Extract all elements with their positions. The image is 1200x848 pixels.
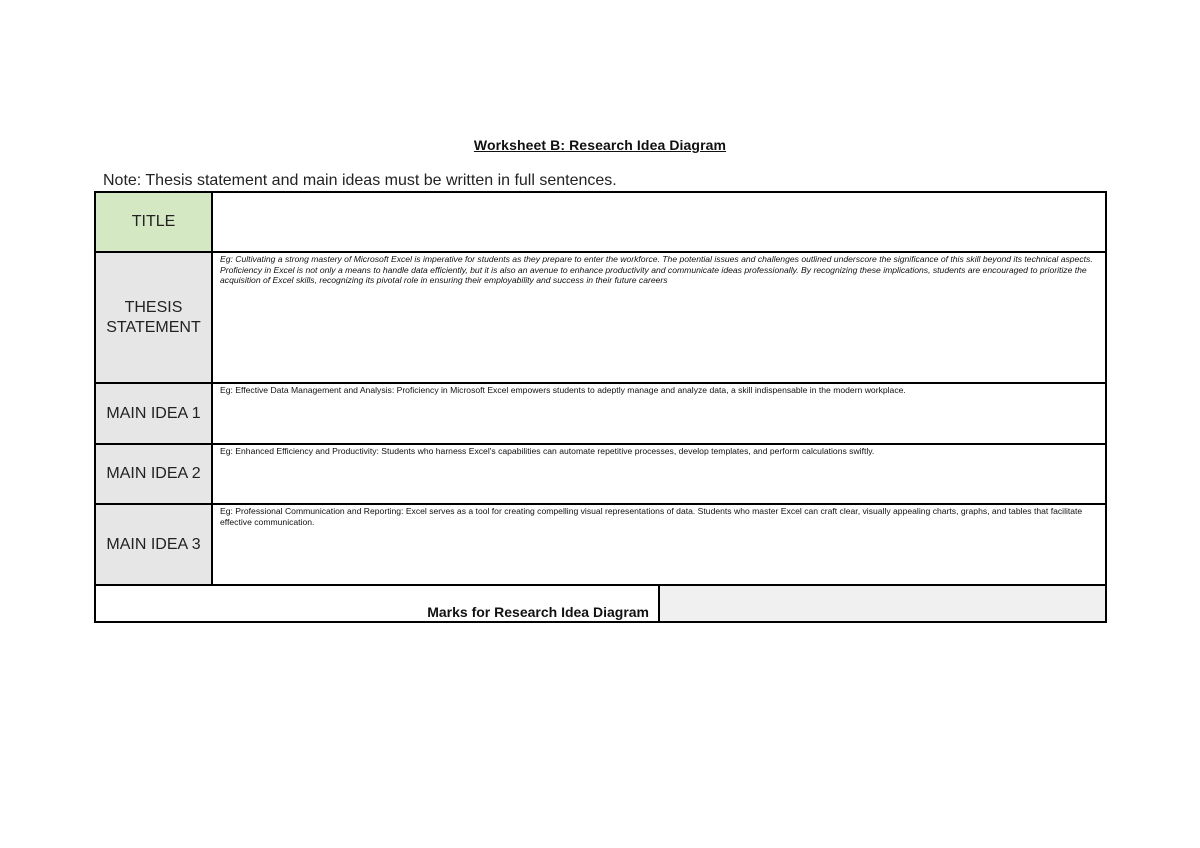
main-idea-2-input-cell[interactable] <box>212 444 1106 504</box>
main-idea-1-row <box>95 383 1106 444</box>
title-label: TITLE <box>131 213 176 230</box>
main-idea-2-row <box>95 444 1106 504</box>
thesis-content: Eg: Cultivating a strong mastery of Microsoft Excel is imperative for students as they prepare to enter the workforce. The potential issues and challenges outlined underscore the significance of this skill beyond its technical aspects. Proficiency in Excel is not only a means to handle data efficiently, but it is also an avenue to enhance productivity and communicate ideas professionally. By recognizing these implications, students are encouraged to prioritize the acquisition of Excel skills, recognizing its pivotal role in ensuring their employability and success in their future careers <box>220 254 1093 285</box>
main-idea-1-label-cell <box>95 383 212 444</box>
main-idea-1-label: MAIN IDEA 1 <box>106 404 201 422</box>
research-idea-diagram-table <box>94 191 1107 623</box>
main-idea-3-row <box>95 504 1106 585</box>
marks-label: Marks for Research Idea Diagram <box>427 604 649 620</box>
title-label-cell <box>95 192 212 252</box>
main-idea-3-content: Eg: Professional Communication and Reporting: Excel serves as a tool for creating compelling visual representations of data. Students who master Excel can craft clear, visually appealing charts, graphs, and tables that facilitate effective communication. <box>220 506 1083 527</box>
main-idea-3-label: MAIN IDEA 3 <box>106 535 201 553</box>
thesis-input-cell[interactable] <box>212 252 1106 383</box>
main-idea-1-input-cell[interactable] <box>212 383 1106 444</box>
marks-label-cell <box>95 585 659 622</box>
thesis-label-line2: STATEMENT <box>106 318 201 336</box>
thesis-label-line1: THESIS <box>124 298 183 316</box>
main-idea-2-label-cell <box>95 444 212 504</box>
title-input-cell[interactable] <box>212 192 1106 252</box>
thesis-row <box>95 252 1106 383</box>
main-idea-3-label-cell <box>95 504 212 585</box>
main-idea-2-content: Eg: Enhanced Efficiency and Productivity: Students who harness Excel's capabilities can automate repetitive processes, develop templates, and perform calculations swiftly. <box>220 446 875 456</box>
thesis-label-cell <box>95 252 212 383</box>
instruction-note: Note: Thesis statement and main ideas must be written in full sentences. <box>103 172 617 189</box>
marks-row <box>95 585 1106 622</box>
main-idea-3-input-cell[interactable] <box>212 504 1106 585</box>
title-row <box>95 192 1106 252</box>
main-idea-2-label: MAIN IDEA 2 <box>106 465 201 482</box>
main-idea-1-content: Eg: Effective Data Management and Analysis: Proficiency in Microsoft Excel empowers students to adeptly manage and analyze data, a skill indispensable in the modern workplace. <box>220 385 906 395</box>
worksheet-title: Worksheet B: Research Idea Diagram <box>473 137 727 153</box>
marks-input-box[interactable] <box>659 585 1106 622</box>
